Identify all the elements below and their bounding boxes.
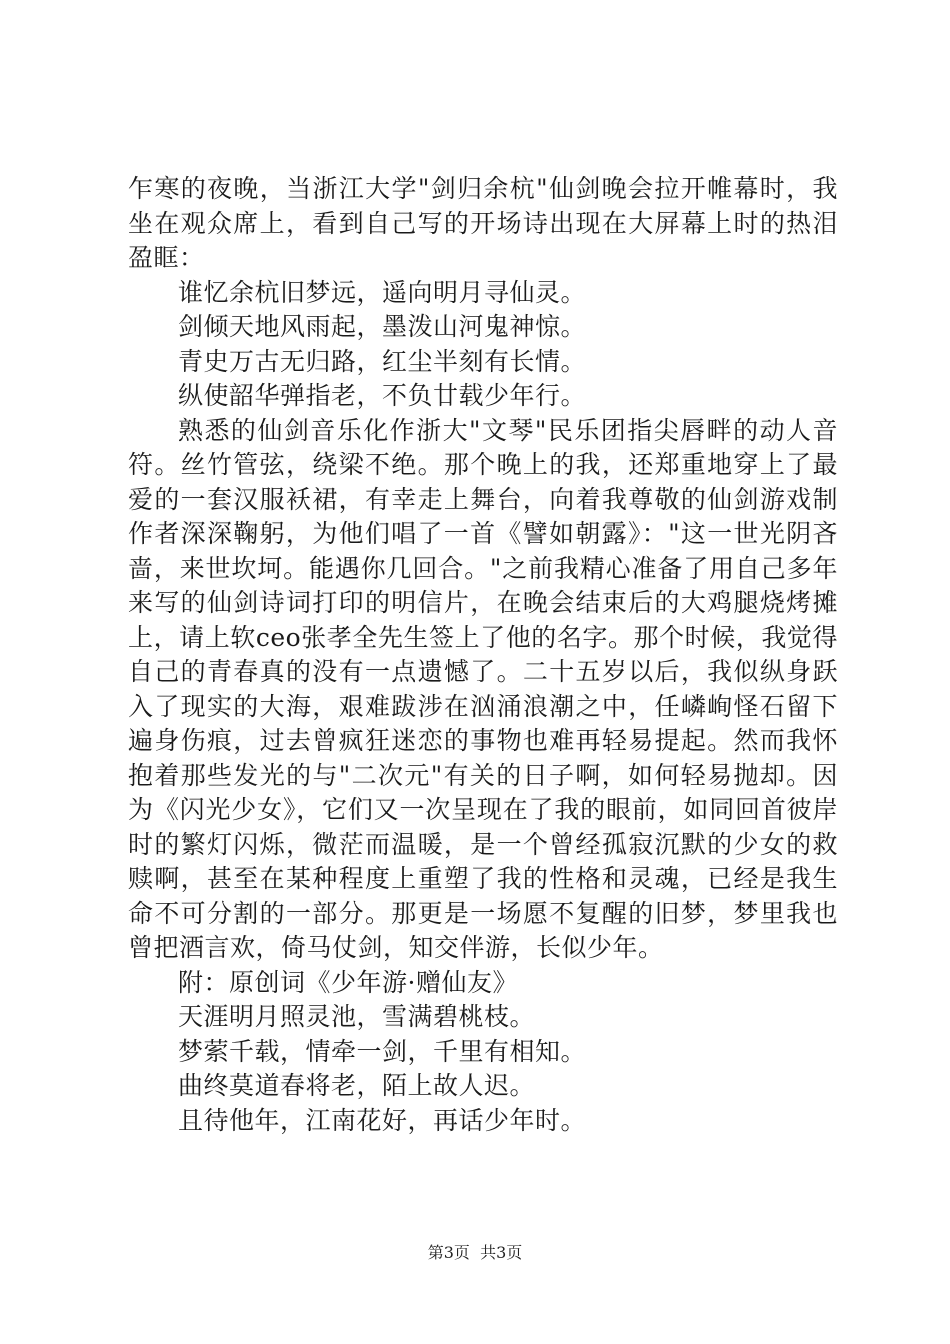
- poem-line-3: 青史万古无归路，红尘半刻有长情。: [178, 346, 587, 376]
- ci-line-4: 且待他年，江南花好，再话少年时。: [178, 1105, 587, 1135]
- paragraph-main: 熟悉的仙剑音乐化作浙大"文琴"民乐团指尖唇畔的动人音符。丝竹管弦，绕梁不绝。那个晚上的我，还郑重地穿上了最爱的一套汉服袄裙，有幸走上舞台，向着我尊敬的仙剑游戏制作者深深鞠躬，为他们唱了一首《譬如朝露》："这一世光阴吝啬，来世坎坷。能遇你几回合。"之前我精心准备了用自己多年来写的仙剑诗词打印的明信片，在晚会结束后的大鸡腿烧烤摊上，请上软ceo张孝全先生签上了他的名字。那个时候，我觉得自己的青春真的没有一点遗憾了。二十五岁以后，我似纵身跃入了现实的大海，艰难跋涉在汹涌浪潮之中，任嶙峋怪石留下遍身伤痕，过去曾疯狂迷恋的事物也难再轻易提起。然而我怀抱着那些发光的与"二次元"有关的日子啊，如何轻易抛却。因为《闪光少女》，它们又一次呈现在了我的眼前，如同回首彼岸时的繁灯闪烁，微茫而温暖，是一个曾经孤寂沉默的少女的救赎啊，甚至在某种程度上重塑了我的性格和灵魂，已经是我生命不可分割的一部分。那更是一场愿不复醒的旧梦，梦里我也曾把酒言欢，倚马仗剑，知交伴游，长似少年。: [128, 415, 838, 962]
- ci-title: 附：原创词《少年游·赠仙友》: [178, 967, 518, 997]
- ci-line-1: 天涯明月照灵池，雪满碧桃枝。: [178, 1002, 536, 1031]
- poem-line-2: 剑倾天地风雨起，墨泼山河鬼神惊。: [178, 312, 587, 341]
- poem-line-1: 谁忆余杭旧梦远，遥向明月寻仙灵。: [178, 277, 587, 307]
- ci-line-2: 梦萦千载，情牵一剑，千里有相知。: [178, 1036, 587, 1066]
- paragraph-intro: 乍寒的夜晚，当浙江大学"剑归余杭"仙剑晚会拉开帷幕时，我坐在观众席上，看到自己写的开场诗出现在大屏幕上时的热泪盈眶：: [128, 174, 838, 272]
- page-footer: [0, 1243, 950, 1263]
- body-text: [128, 172, 838, 1138]
- ci-line-3: 曲终莫道春将老，陌上故人迟。: [178, 1071, 536, 1100]
- page-number: 第3页 共3页: [427, 1243, 523, 1262]
- poem-line-4: 纵使韶华弹指老，不负廿载少年行。: [178, 381, 587, 410]
